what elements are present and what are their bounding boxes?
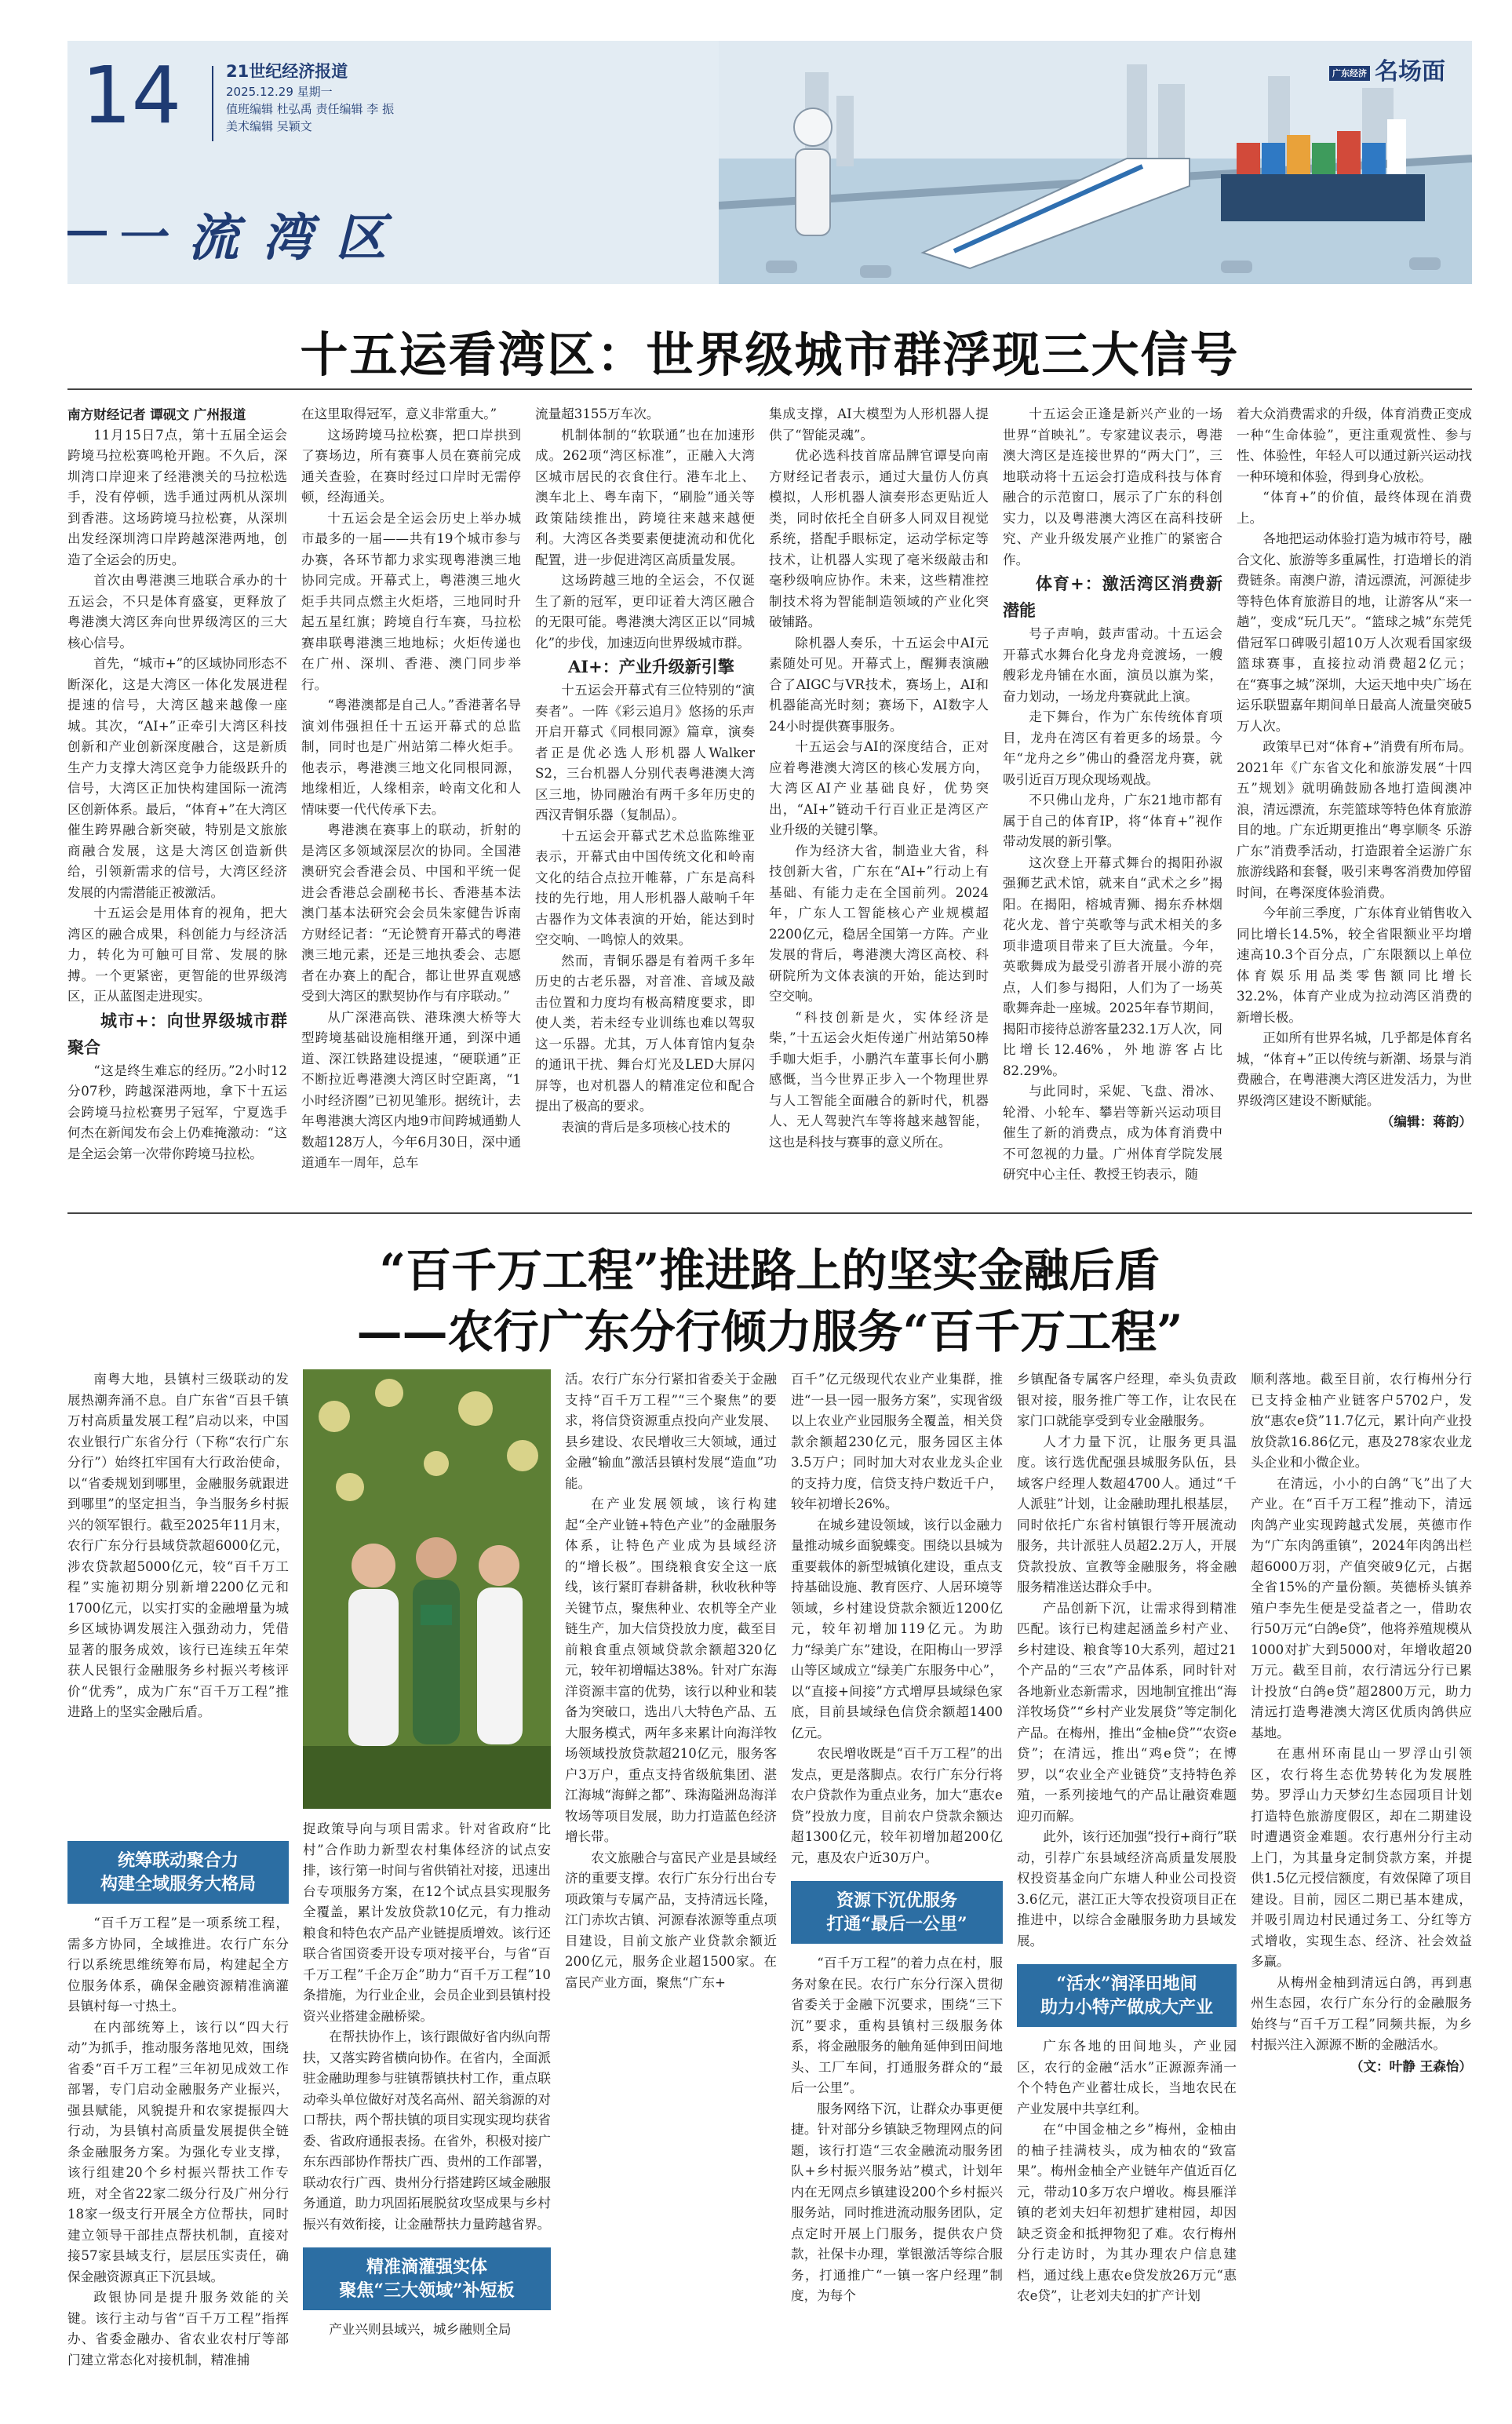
article1-col6 [1237,404,1472,1189]
paragraph: 十五运会开幕式有三位特别的“演奏者”。一阵《彩云追月》悠扬的乐声开启开幕式《同根同源》篇章，演奏者正是优必选人形机器人Walker S2，三台机器人分别代表粤港澳大湾区三地，协同融治有两千多年历史的西汉青铜乐器（复制品）。 [535,683,755,822]
paragraph: “百千万工程”的着力点在村，服务对象在民。农行广东分行深入贯彻省委关于金融下沉要求，围绕“三下沉”要求，重构县镇村三级服务体系，将金融服务的触角延伸到田间地头、工厂车间，打通服务群众的“最后一公里”。 [791,1956,1003,2095]
paragraph: 农民增收既是“百千万工程”的出发点，更是落脚点。农行广东分行将农户贷款作为重点业务，加大“惠农e贷”投放力度，目前农户贷款余额达超1300亿元，较年初增加超200亿元，惠及农户近30万户。 [791,1746,1003,1865]
article1-col3 [535,404,755,1189]
paper-name: 21世纪经济报道 [226,62,348,81]
paragraph: 表演的背后是多项核心技术的 [561,1119,730,1135]
author-credit: （文：叶静 王森怡） [1350,2058,1472,2074]
paragraph: 走下舞台，作为广东传统体育项目，龙舟在湾区有着更多的场景。今年“龙舟之乡”佛山的叠滘龙舟赛，就吸引近百万现众现场观战。 [1003,709,1222,787]
section-title: 一流湾区 [115,198,410,270]
paragraph: 与此同时，采妮、飞盘、滑冰、轮滑、小轮车、攀岩等新兴运动项目催生了新的消费点，成为体育消费中不可忽视的力量。广州体育学院发展研究中心主任、教授王钧表示，随 [1003,1084,1222,1182]
paragraph: 十五运会是全运会历史上举办城市最多的一届——共有19个城市参与办赛，各环节都力求实现粤港澳三地协同完成。开幕式上，粤港澳三地火炬手共同点燃主火炬塔，三地同时升起五星红旗；跨境自行车赛，马拉松赛串联粤港澳三地地标；火炬传递也在广州、深圳、香港、澳门同步举行。 [301,510,521,692]
paragraph: 此外，该行还加强“投行+商行”联动，引荐广东县域经济高质量发展股权投资基金向广东塘人种业公司投资3.6亿元，湛江正大等农投资项目正在推进中，以综合金融服务助力县域发展。 [1017,1829,1237,1948]
masthead-banner [67,41,1472,284]
paragraph: 十五运会开幕式艺术总监陈维亚表示，开幕式由中国传统文化和岭南文化的结合点拉开帷幕，广东是高科技的先行地，用人形机器人敲响千年古器作为文体表演的开始，能达到时空交响、一鸣惊人的效果。 [535,828,755,947]
paragraph: 优必选科技首席品牌官谭旻向南方财经记者表示，通过大量仿人仿真模拟，人形机器人演奏形态更贴近人类，同时依托全自研多人同双目视觉系统，搭配手眼标定，运动学标定等技术，让机器人实现了毫米级敲击和毫秒级响应协作。未来，这些精准控制技术将为智能制造领域的产业化突破铺路。 [769,448,989,629]
article2-col6 [1251,1369,1472,2076]
subhead: 体育+：激活湾区消费新潜能 [1003,574,1222,620]
paragraph: 农文旅融合与富民产业是县域经济的重要支撑。农行广东分行出台专项政策与专属产品，支持清远长隆，江门赤坎古镇、河源春浓源等重点项目建设，目前文旅产业贷款余额近200亿元，服务企业超1500家。在富民产业方面，聚焦“广东+ [565,1850,777,1990]
paragraph: 在城乡建设领域，该行以金融力量推动城乡面貌蝶变。围绕以县城为重要载体的新型城镇化建设，重点支持基础设施、教育医疗、人居环境等领域，乡村建设贷款余额近1200亿元，较年初增加119亿元。为助力“绿美广东”建设，在阳梅山一罗浮山等区域成立“绿美广东服务中心”，以“直接+间接”方式增厚县域绿色家底，目前县域绿色信贷余额超1400亿元。 [791,1517,1003,1741]
article2-col1c [67,1828,289,2371]
paragraph: 政策早已对“体育+”消费有所布局。2021年《广东省文化和旅游发展“十四五”规划》就明确鼓励各地打造闽澳冲浪，清远漂流，东莞篮球等特色体育旅游目的地。广东近期更推出“粤享顺冬 乐游广东”消费季活动，打造跟着全运游广东旅游线路和套餐，吸引来粤客消费加停留时间，在粤深度体验消费。 [1237,739,1472,900]
robot-icon [794,108,832,235]
article2-col4 [791,1369,1003,2307]
person-icon [413,1537,460,1744]
paragraph: 乡镇配备专属客户经理，牵头负责政银对接，服务推广等工作，让农民在家门口就能享受到专业金融服务。 [1017,1372,1237,1428]
paragraph: 在清远，小小的白鸽“飞”出了大产业。在“百千万工程”推动下，清远肉鸽产业实现跨越式发展，英德市作为“广东肉鸽重镇”，2024年肉鸽出栏超6000万羽，产值突破9亿元，占据全省15%的产量份额。英德桥头镇养殖户李先生便是受益者之一，借助农行50万元“白鸽e贷”，他将养殖规模从1000对扩大到5000对，年增收超20万元。截至目前，农行清远分行已累计投放“白鸽e贷”超2800万元，助力清远打造粤港澳大湾区优质肉鸽供应基地。 [1251,1475,1472,1741]
paragraph: 作为经济大省，制造业大省，科技创新大省，广东在“AI+”行动上有基础、有能力走在全国前列。2024年，广东人工智能核心产业规模超2200亿元，稳居全国第一方阵。产业发展的背后，粤港澳大湾区高校、科研院所为文体表演的开始，能达到时空交响。 [769,843,989,1004]
folder-icon [421,1605,452,1625]
paragraph: 首先，“城市+”的区域协同形态不断深化，这是大湾区一体化发展进程提速的信号，大湾区越来越像一座城。其次，“AI+”正牵引大湾区科技创新和产业创新深度融合，这是新质生产力支撑大湾区竞争力能级跃升的信号，大湾区正加快构建国际一流湾区创新体系。最后，“体育+”在大湾区催生跨界融合新突破，特别是文旅旅商融合发展，这是大湾区创造新供给，引领新需求的信号，大湾区经济发展的内需潜能正被激活。 [67,656,287,900]
page-number: 14 [82,49,182,141]
paragraph: 活。农行广东分行紧扣省委关于金融支持“百千万工程”“三个聚焦”的要求，将信贷资源重点投向产业发展、县乡建设、农民增收三大领域，通过金融“输血”激活县镇村发展“造血”功能。 [565,1372,777,1491]
paragraph: 在这里取得冠军，意义非常重大。” [301,406,497,421]
paragraph: 各地把运动体验打造为城市符号，融合文化、旅游等多重属性，打造增长的消费链条。南澳户游，清远漂流，河源徒步等特色体育旅游目的地，让游客从“来一趟”，变成“玩几天”。“篮球之城”东莞凭借冠军口碑吸引超10万人次观看国家级篮球赛事，直接拉动消费超2亿元；在“赛事之城”深圳，大运天地中央广场在运乐联盟嘉年期间单日最高人流量突破5万人次。 [1237,531,1472,734]
paragraph: 粤港澳在赛事上的联动，折射的是湾区多领域深层次的协同。全国港澳研究会香港会员、中国和平统一促进会香港总会副秘书长、香港基本法澳门基本法研究会会员朱家健告诉南方财经记者：“无论赞育开幕式的粤港澳三地元素，还是三地执委会、志愿者在办赛上的配合，都让世界直观感受到大湾区的默契协作与有序联动。” [301,822,521,1004]
article2-col5 [1017,1369,1237,2307]
corner-title: 名场面 [1375,58,1445,86]
box-subhead: 资源下沉优服务 打通“最后一公里” [791,1881,1003,1944]
box-subhead: 统筹联动聚合力 构建全域服务大格局 [67,1841,289,1904]
paragraph: “这是终生难忘的经历。”2小时12分07秒，跨越深港两地，拿下十五运会跨境马拉松赛男子冠军，宁夏选手何杰在新闻发布会上仍难掩激动：“这是全运会第一次带你跨境马拉松。 [67,1063,287,1161]
article2-col2 [303,1819,551,2341]
subhead: 城市+：向世界级城市群聚合 [67,1010,287,1057]
article2-headline: “百千万工程”推进路上的坚实金融后盾 [379,1244,1160,1297]
article1-col4 [769,404,989,1189]
paragraph: 这场跨越三地的全运会，不仅诞生了新的冠军，更印证着大湾区融合的无限可能。粤港澳大湾区正以“同城化”的步伐，加速迈向世界级城市群。 [535,573,755,651]
corner-badge: 广东经济 [1329,66,1370,81]
paragraph: 机制体制的“软联通”也在加速形成。262项“湾区标准”，正融入大湾区城市居民的衣食住行。港车北上、澳车北上、粤车南下，“刷脸”通关等政策陆续推出，跨境往来越来越便利。大湾区各类要素便捷流动和优化配置，进一步促进湾区高质量发展。 [535,427,755,567]
art-editor: 美术编辑 吴颖文 [226,119,312,133]
issue-date: 2025.12.29 星期一 [226,85,333,99]
paragraph: 除机器人奏乐，十五运会中AI元素随处可见。开幕式上，醒狮表演融合了AIGC与VR技术，赛场上，AI和机器能高光时刻；赛场下，AI数字人24小时提供赛事服务。 [769,635,989,734]
paragraph: “粤港澳都是自己人。”香港著名导演刘伟强担任十五运开幕式的总监制，同时也是广州站第二棒火炬手。他表示，粤港澳三地文化同根同源，地缘相近，人缘相亲，岭南文化和人情味要一代代传承下去。 [301,698,521,817]
paragraph: “百千万工程”是一项系统工程，需多方协同，全域推进。农行广东分行以系统思维统筹布局，构建起全方位服务体系，确保金融资源精准滴灌县镇村每一寸热土。 [67,1916,289,2014]
paragraph: 在“中国金柚之乡”梅州，金柚由的柚子挂满枝头，成为柚农的“致富果”。梅州金柚全产业链年产值近百亿元，带动10多万农户增收。梅县雁洋镇的老刘夫妇年初想扩建柑园，却因缺乏资金和抵押物犯了难。农行梅州分行走访时，为其办理农户信息建档，通过线上惠农e贷发放26万元“惠农e贷”，让老刘夫妇的扩产计划 [1017,2122,1237,2303]
paragraph: 政银协同是提升服务效能的关键。该行主动与省“百千万工程”指挥办、省委金融办、省农业农村厅等部门建立常态化对接机制，精准捕 [67,2290,289,2368]
paragraph: 在内部统筹上，该行以“四大行动”为抓手，推动服务落地见效，围绕省委“百千万工程”三年初见成效工作部署，专门启动金融服务产业振兴，强县赋能，风貌提升和农家提振四大行动，为县镇村高质量发展提供全链条金融服务方案。为强化专业支撑，该行组建20个乡村振兴帮扶工作专班，对全省22家二级分行及广州分行18家一级支行开展全方位帮扶，同时建立领导干部挂点帮扶机制，直接对接57家县域支行，层层压实责任，确保金融资源真正下沉县域。 [67,2019,289,2284]
paragraph: 从梅州金柚到清远白鸽，再到惠州生态园，农行广东分行的金融服务始终与“百千万工程”同频共振，为乡村振兴注入源源不断的金融活水。 [1251,1974,1472,2052]
paragraph: 顺利落地。截至目前，农行梅州分行已支持金柚产业链客户5702户，发放“惠农e贷”11.7亿元，累计向产业投放贷款16.86亿元，惠及278家农业龙头企业和小微企业。 [1251,1372,1472,1470]
paragraph: 不只佛山龙舟，广东21地市都有属于自己的体育IP，将“体育+”视作带动发展的新引擎。 [1003,793,1222,849]
article2-subheadline: ——农行广东分行倾力服务“百千万工程” [356,1305,1183,1358]
paragraph: 首次由粤港澳三地联合承办的十五运会，不只是体育盛宴，更释放了粤港澳大湾区奔向世界级湾区的三大核心信号。 [67,573,287,651]
divider [67,388,1472,390]
paragraph: “科技创新是火，实体经济是柴，”十五运会火炬传递广州站第50棒手咖大炬手，小鹏汽车董事长何小鹏感慨，当今世界正步入一个物理世界与人工智能全面融合的新时代，机器人、无人驾驶汽车等将越来越智能，这也是科技与赛事的意义所在。 [769,1009,989,1150]
paragraph: 这场跨境马拉松赛，把口岸拱到了赛场边，所有赛事人员在赛前完成通关查验，在赛时经过口岸时无需停顿，经海通关。 [301,427,521,505]
paragraph: 这次登上开幕式舞台的揭阳孙淑强狮艺武术馆，就来自“武术之乡”揭阳。在揭阳，榕城青狮、揭东乔林烟花火龙、普宁英歌等与武术相关的多项非遗项目带来了巨大流量。今年，英歌舞成为最受引游者开展小游的亮点，人们参与揭阳，人们为了一场英歌舞奔赴一座城。2025年春节期间，揭阳市接待总游客量232.1万人次，同比增长12.46%，外地游客占比82.29%。 [1003,855,1222,1078]
paragraph: 今年前三季度，广东体育业销售收入同比增长14.5%，较全省限额业平均增速高10.3个百分点，广东限额以上单位体育娱乐用品类零售额同比增长32.2%，体育产业成为拉动湾区消费的新增长极。 [1237,906,1472,1025]
paragraph: 从广深港高铁、港珠澳大桥等大型跨境基础设施相继开通，到深中通道、深江铁路建设提速，“硬联通”正不断拉近粤港澳大湾区时空距离，“1小时经济圈”已初见雏形。据统计，去年粤港澳大湾区内地9市间跨城通勤人数超128万人，今年6月30日，深中通道通车一周年，总车 [301,1009,521,1170]
subhead: AI+：产业升级新引擎 [568,657,734,676]
paragraph: 在惠州环南昆山一罗浮山引领区，农行将生态优势转化为发展胜势。罗浮山力天梦幻生态园项目计划打造特色旅游度假区，却在二期建设时遭遇资金难题。农行惠州分行主动上门，为其量身定制贷款方案，并提供1.5亿元授信额度，有效保障了项目建设。目前，园区二期已基本建成，并吸引周边村民通过务工、分红等方式增收，实现生态、经济、社会效益多赢。 [1251,1746,1472,1969]
paragraph: 着大众消费需求的升级，体育消费正变成一种“生命体验”，更注重观赏性、参与性、体验性，年轻人可以通过新兴运动找一种环境和体验，得到身心放松。 [1237,406,1472,484]
paragraph: 11月15日7点，第十五届全运会跨境马拉松赛鸣枪开跑。不久后，深圳湾口岸迎来了经港澳关的马拉松选手，没有停顿，选手通过两机从深圳到香港。这场跨境马拉松赛，从深圳出发经深圳湾口岸跨越深港两地，创造了全运会的历史。 [67,427,287,567]
divider [67,1212,1472,1214]
person-icon [477,1545,523,1744]
paragraph: 百千”亿元级现代农业产业集群，推进“一县一园一服务方案”，实现省级以上农业产业园服务全覆盖，相关贷款余额超230亿元，服务园区主体3.5万户；同时加大对农业龙头企业的支持力度，信贷支持户数近千户，较年初增长26%。 [791,1372,1003,1511]
paragraph: 产品创新下沉，让需求得到精准匹配。该行已构建起涵盖乡村产业、乡村建设、粮食等10大系列，超过21个产品的“三农”产品体系，同时针对各地新业态新需求，因地制宜推出“海洋牧场贷”“乡村产业发展贷”等定制化产品。在梅州，推出“金柚e贷”“农资e贷”；在清远，推出“鸡e贷”；在博罗，以“农业全产业链贷”支持特色养殖，一系列接地气的产品让融资难题迎刃而解。 [1017,1600,1237,1824]
editors: 值班编辑 杜弘禹 责任编辑 李 振 [226,102,395,116]
paragraph: 产业兴则县域兴，城乡融则全局 [329,2322,512,2337]
person-icon [348,1544,399,1746]
paragraph: 十五运会与AI的深度结合，正对应着粤港澳大湾区的核心发展方向，大湾区AI产业基础良好，优势突出，“AI+”链动千行百业正是湾区产业升级的关键引擎。 [769,739,989,837]
byline: 南方财经记者 谭砚文 广州报道 [67,406,246,422]
paragraph: “体育+”的价值，最终体现在消费上。 [1237,490,1472,526]
paragraph: 集成支撑，AI大模型为人形机器人提供了“智能灵魂”。 [769,406,989,443]
issue-meta [226,63,394,135]
paragraph: 然而，青铜乐器是有着两千多年历史的古老乐器，对音准、音域及敲击位置和力度均有极高精度要求，即使人类，若未经专业训练也难以驾驭这一乐器。尤其，万人体育馆内复杂的通讯干扰、舞台灯光及LED大屏闪屏等，也对机器人的精准定位和配合提出了极高的要求。 [535,953,755,1114]
paragraph: 捉政策导向与项目需求。针对省政府“比村”合作助力新型农村集体经济的试点安排，该行第一时间与省供销社对接，迅速出台专项服务方案，在12个试点县实现服务全覆盖，累计发放贷款10亿元，有力推动粮食和特色农产品产业链提质增效。该行还联合省国资委开设专项对接平台，与省“百千万工程”千企万企”助力“百千万工程”10条措施，为行业企业，会员企业到县镇村投资兴业搭建金融桥梁。 [303,1821,551,2024]
box-subhead: 精准滴灌强实体 聚焦“三大领域”补短板 [303,2247,551,2310]
article2-col3 [565,1369,777,1993]
paragraph: 在产业发展领域，该行构建起“全产业链+特色产业”的金融服务体系，让特色产业成为县域经济的“增长极”。围绕粮食安全这一底线，该行紧盯春耕备耕，秋收秋种等关键节点，聚焦种业、农机等全产业链生产，加大信贷投放力度，截至目前粮食重点领域贷款余额超320亿元，较年初增幅达38%。针对广东海洋资源丰富的优势，该行以种业和装备为突破口，选出八大特色产品、五大服务模式，两年多来累计向海洋牧场领域投放贷款超210亿元，服务客户3万户，重点支持省级航集团、湛江海城“海鲜之都”、珠海隘洲岛海洋牧场等项目发展，助力打造蓝色经济增长带。 [565,1496,777,1844]
article2-col1 [67,1369,289,1723]
editor-credit: （编辑：蒋韵） [1380,1114,1472,1129]
paragraph: 流量超3155万车次。 [535,406,660,421]
article1-headline: 十五运看湾区：世界级城市群浮现三大信号 [300,327,1240,383]
corner-tag [1329,52,1445,86]
paragraph: 广东各地的田间地头，产业园区，农行的金融“活水”正源源奔涌一个个特色产业蓄壮成长，当地农民在产业发展中共享红利。 [1017,2039,1237,2116]
article1-col1 [67,404,287,1189]
article1-col2 [301,404,521,1189]
paragraph: 在帮扶协作上，该行跟做好省内纵向帮扶，又落实跨省横向协作。在省内，全面派驻金融助理参与驻镇帮镇扶村工作，重点联动牵头单位做好对茂名高州、韶关翁源的对口帮扶，两个帮扶镇的项目实现实现均获省委、省政府通报表扬。在省外，积极对接广东东西部协作帮扶广西、贵州的工作部署，联动农行广西、贵州分行搭建跨区域金融服务通道，助力巩固拓展脱贫攻坚成果与乡村振兴有效衔接，让金融帮扶力量跨越省界。 [303,2029,551,2232]
paragraph: 十五运会正逢是新兴产业的一场世界“首映礼”。专家建议表示，粤港澳大湾区是连接世界的“两大门”，三地联动将十五运会打造成科技与体育融合的示范窗口，展示了广东的科创实力，以及粤港澳大湾区在高科技研究、产业升级发展产业推广的紧密合作。 [1003,406,1222,567]
paragraph: 正如所有世界名城，几乎都是体育名城，“体育+”正以传统与新潮、场景与消费融合，在粤港澳大湾区进发活力，为世界级湾区建设不断赋能。 [1237,1030,1472,1108]
paragraph: 号子声响，鼓声雷动。十五运会开幕式水舞台化身龙舟竞渡场，一艘艘彩龙舟铺在水面，演员以旗为桨，奋力划动，一场龙舟赛就此上演。 [1003,626,1222,704]
box-subhead: “活水”润泽田地间 助力小特产做成大产业 [1017,1964,1237,2027]
paragraph: 人才力量下沉，让服务更具温度。该行选优配强县城服务队伍，县域客户经理人数超4700人。通过“千人派驻”计划，让金融助理扎根基层，同时依托广东省村镇银行等开展流动服务，共计派驻人员超2.2万人，开展贷款投放、宣教等金融服务，将金融服务精准送达群众手中。 [1017,1434,1237,1595]
paragraph: 服务网络下沉，让群众办事更便捷。针对部分乡镇缺乏物理网点的问题，该行打造“三农金融流动服务团队+乡村振兴服务站”模式，计划年内在无网点乡镇建设200个乡村振兴服务站，同时推进流动服务团队，定点定时开展上门服务，提供农户贷款，社保卡办理，掌银激活等综合服务，打通推广“一镇一客户经理”制度，为每个 [791,2101,1003,2303]
paragraph: 南粤大地，县镇村三级联动的发展热潮奔涌不息。自广东省“百县千镇万村高质量发展工程”启动以来，中国农业银行广东省分行（下称“农行广东分行”）始终扛牢国有大行政治使命，以“省委规划到哪里，金融服务就跟进到哪里”的坚定担当，争当服务乡村振兴的领军银行。截至2025年11月末，农行广东分行县域贷款超6000亿元，涉农贷款超5000亿元，较“百千万工程”实施初期分别新增2200亿元和1700亿元，以实打实的金融增量为城乡区域协调发展注入强劲动力，凭借显著的服务成效，该行已连续五年荣获人民银行金融服务乡村振兴考核评价“优秀”，成为广东“百千万工程”推进路上的坚实金融后盾。 [67,1372,289,1719]
article1-col5 [1003,404,1222,1189]
paragraph: 十五运会是用体育的视角，把大湾区的融合成果，科创能力与经济活力，转化为可触可目常、发展的脉搏。一个更紧密，更智能的世界级湾区，正从蓝图走进现实。 [67,906,287,1004]
orchard-photo [303,1369,551,1809]
